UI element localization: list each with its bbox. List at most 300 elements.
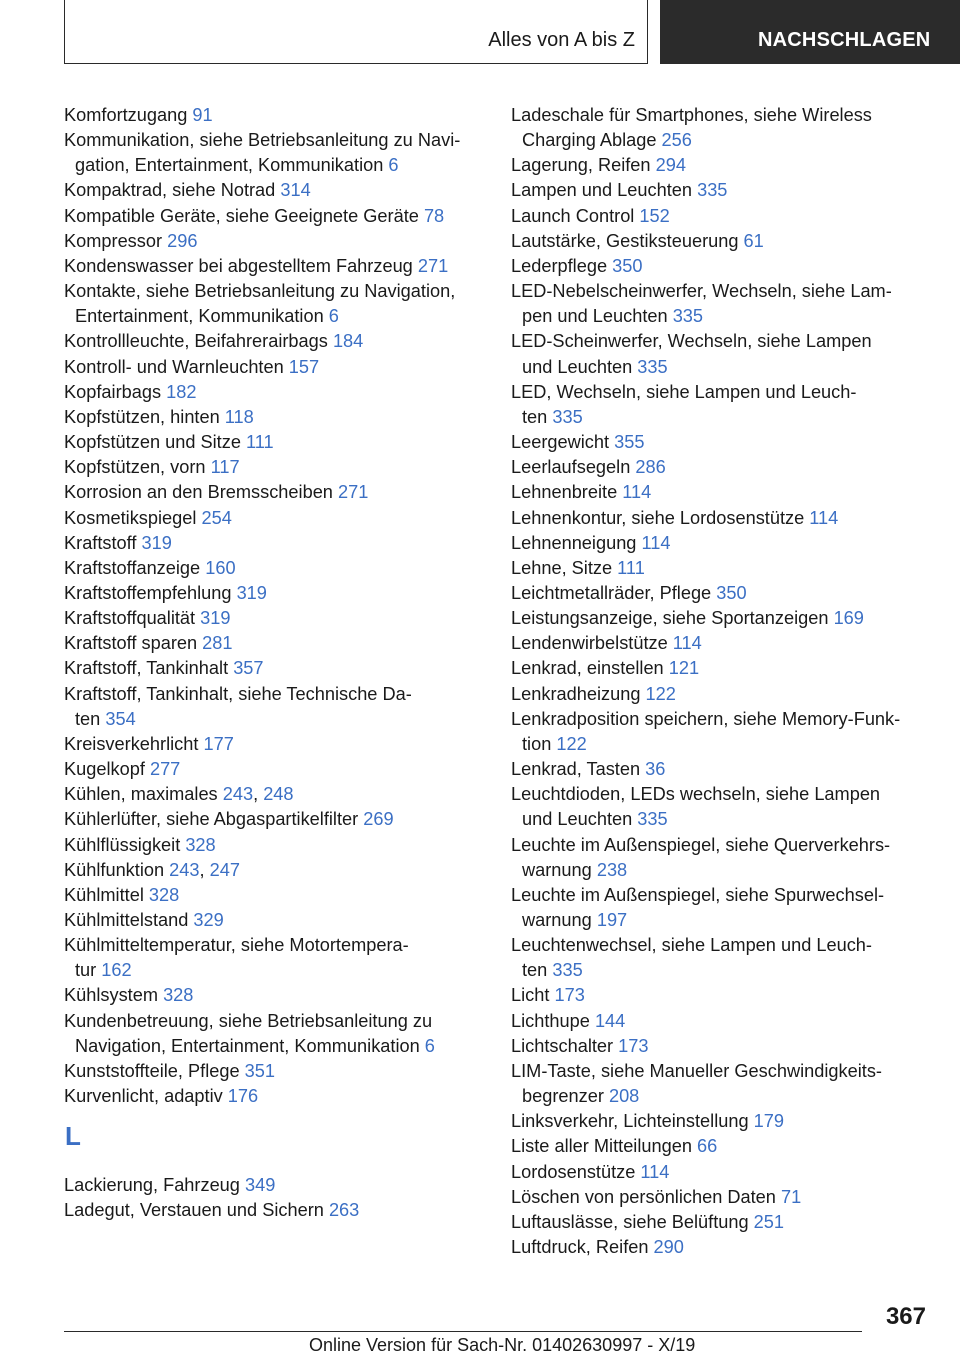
page-reference-link[interactable]: 160: [205, 557, 236, 578]
index-entry: [64, 908, 484, 933]
page-reference-link[interactable]: 281: [202, 633, 233, 654]
index-entry-text: warnung: [522, 859, 597, 880]
index-entry: [64, 329, 484, 354]
index-entry: [64, 103, 484, 128]
index-entry-line: [511, 682, 931, 707]
page-reference-link[interactable]: 319: [141, 532, 172, 553]
index-entry-line: [511, 1160, 931, 1185]
index-entry-text: Ladegut, Verstauen und Sichern: [64, 1200, 329, 1221]
index-entry-line: [64, 178, 484, 203]
index-entry-text: Lehnenbreite: [511, 482, 623, 503]
index-entry-continuation: [64, 958, 484, 983]
index-entry-text: Leuchte im Außenspiegel, siehe Spurwechsel-: [511, 884, 885, 905]
index-entry-text: Lackierung, Fahrzeug: [64, 1175, 245, 1196]
index-entry-line: [64, 782, 484, 807]
page-reference-link[interactable]: 349: [244, 1175, 276, 1196]
page-reference-link[interactable]: 294: [655, 155, 686, 176]
index-entry: [511, 229, 931, 254]
page-reference-link[interactable]: 182: [166, 381, 197, 402]
page-reference-link[interactable]: 354: [105, 708, 136, 729]
index-entry-line: [511, 983, 931, 1008]
index-entry-line: [64, 807, 484, 832]
index-entry: [64, 933, 484, 983]
index-entry-text: LIM-Taste, siehe Manueller Geschwindigkeits-: [511, 1060, 882, 1081]
index-entry-line: [511, 279, 931, 304]
index-entry-text: Linksverkehr, Lichteinstellung: [511, 1111, 754, 1132]
index-entry-line: [511, 430, 931, 455]
index-entry-line: [511, 1185, 931, 1210]
page-reference-link[interactable]: 111: [617, 557, 645, 578]
page-reference-link[interactable]: 351: [244, 1060, 275, 1081]
index-entry: [64, 1009, 484, 1059]
index-entry-text: warnung: [522, 910, 597, 930]
index-entry: [64, 279, 484, 329]
index-entry-text: Kühlmittel: [64, 884, 149, 905]
index-entry-text: Lehnenneigung: [511, 532, 642, 553]
index-entry: [64, 178, 484, 203]
index-entry: [64, 883, 484, 908]
index-entry-text: Leerlaufsegeln: [511, 457, 636, 478]
page-reference-link[interactable]: 328: [148, 884, 180, 905]
index-entry-text: und Leuchten: [522, 356, 638, 377]
index-entry-text: Lampen und Leuchten: [511, 180, 698, 201]
index-entry: [64, 983, 484, 1008]
index-column-left: [64, 103, 484, 1224]
page-reference-link[interactable]: 91: [192, 105, 213, 125]
index-entry: [511, 455, 931, 480]
index-entry-text: Kraftstoffqualität: [64, 608, 201, 629]
index-entry: [511, 178, 931, 203]
page-reference-link[interactable]: 290: [653, 1237, 684, 1258]
page-reference-link[interactable]: 122: [556, 733, 587, 754]
index-entry-line: [511, 782, 931, 807]
index-entry: [511, 254, 931, 279]
page-reference-link[interactable]: 254: [201, 507, 232, 528]
page-reference-link[interactable]: 243: [169, 859, 200, 880]
index-entry: [511, 1210, 931, 1235]
index-entry: [64, 606, 484, 631]
index-entry-text: Kühlen, maximales: [64, 784, 223, 805]
page-reference-link[interactable]: 121: [668, 658, 700, 679]
index-entry: [511, 430, 931, 455]
page-reference-link[interactable]: 251: [753, 1211, 785, 1232]
index-entry: [511, 153, 931, 178]
index-entry-line: [64, 229, 484, 254]
index-entry-line: [64, 908, 484, 933]
index-entry-text: Kreisverkehrlicht: [64, 733, 204, 754]
index-entry: [64, 1084, 484, 1109]
page-reference-link[interactable]: 71: [780, 1186, 802, 1207]
index-entry: [511, 1009, 931, 1034]
index-entry-line: [511, 1210, 931, 1235]
index-entry: [64, 430, 484, 455]
page-reference-link[interactable]: 111: [246, 432, 274, 453]
index-entry-text: Kontroll- und Warnleuchten: [64, 356, 289, 377]
page-reference-link[interactable]: 277: [149, 759, 181, 780]
page-reference-link[interactable]: 184: [332, 331, 364, 352]
index-entry-text: Kugelkopf: [64, 759, 150, 780]
page-reference-link[interactable]: 197: [596, 910, 628, 930]
index-entry-text: Kopfstützen und Sitze: [64, 432, 246, 453]
index-entry: [64, 455, 484, 480]
index-entry: [64, 1173, 484, 1198]
index-entry: [511, 1134, 931, 1159]
index-entry: [511, 556, 931, 581]
page-reference-link[interactable]: 335: [552, 960, 583, 981]
page-separator: ,: [199, 859, 210, 880]
index-entry-line: [511, 480, 931, 505]
index-entry-text: Lordosenstütze: [511, 1161, 641, 1182]
page-reference-link[interactable]: 335: [697, 180, 728, 201]
index-entry-text: Luftauslässe, siehe Belüftung: [511, 1211, 754, 1232]
index-entry-text: Kontrollleuchte, Beifahrerairbags: [64, 331, 333, 352]
page-reference-link[interactable]: 335: [637, 809, 668, 830]
index-entry-line: [64, 355, 484, 380]
index-entry-text: Kopfstützen, vorn: [64, 457, 211, 478]
index-entry-text: Liste aller Mitteilungen: [511, 1136, 698, 1157]
index-entry: [511, 329, 931, 379]
index-entry-continuation: [511, 908, 931, 933]
page-reference-link[interactable]: 357: [233, 658, 264, 679]
index-entry-text: gation, Entertainment, Kommunikation: [75, 155, 389, 176]
index-entry-line: [511, 455, 931, 480]
index-entry-line: [511, 631, 931, 656]
index-entry-text: Kraftstoff, Tankinhalt, siehe Technische Da-: [64, 683, 412, 704]
index-entry-text: Charging Ablage: [522, 130, 662, 151]
index-entry-line: [511, 1109, 931, 1134]
index-entry-text: Lenkrad, einstellen: [511, 658, 669, 679]
index-entry: [64, 380, 484, 405]
index-entry-line: [511, 254, 931, 279]
index-entry-line: [64, 606, 484, 631]
page-reference-link[interactable]: 66: [697, 1136, 718, 1157]
index-entry-line: [64, 405, 484, 430]
index-entry-line: [64, 1198, 484, 1223]
page-reference-link[interactable]: 78: [423, 205, 445, 226]
index-entry-text: Leistungsanzeige, siehe Sportanzeigen: [511, 608, 834, 629]
index-entry-continuation: [511, 405, 931, 430]
index-entry: [511, 1059, 931, 1109]
index-entry-continuation: [511, 355, 931, 380]
index-entry-text: Lehne, Sitze: [511, 557, 618, 578]
index-entry-text: Kühlsystem: [64, 985, 164, 1006]
index-entry-text: Lenkrad, Tasten: [511, 759, 646, 780]
index-entry-line: [64, 455, 484, 480]
index-entry-line: [511, 1009, 931, 1034]
index-entry-line: [511, 380, 931, 405]
index-entry: [511, 1034, 931, 1059]
index-entry: [511, 682, 931, 707]
page-reference-link[interactable]: 335: [637, 356, 668, 377]
index-entry-text: ten: [522, 406, 553, 427]
index-entry-line: [64, 682, 484, 707]
index-entry: [64, 128, 484, 178]
page-reference-link[interactable]: 36: [645, 759, 666, 780]
index-entry-line: [511, 707, 931, 732]
index-entry-line: [64, 128, 484, 153]
index-entry: [511, 1109, 931, 1134]
index-entry-text: pen und Leuchten: [522, 306, 673, 327]
index-entry-text: Lichtschalter: [511, 1035, 619, 1056]
index-entry-text: Kühlmitteltemperatur, siehe Motortempera-: [64, 935, 409, 956]
page-reference-link[interactable]: 173: [618, 1035, 649, 1056]
index-entry-line: [64, 480, 484, 505]
index-entry-text: Navigation, Entertainment, Kommunikation: [75, 1035, 425, 1056]
index-entry-text: Kontakte, siehe Betriebsanleitung zu Navigation,: [64, 281, 456, 302]
index-entry-continuation: [511, 958, 931, 983]
index-entry-text: Lendenwirbelstütze: [511, 633, 673, 654]
index-entry: [511, 506, 931, 531]
index-entry-text: Lederpflege: [511, 255, 613, 276]
index-entry: [64, 858, 484, 883]
page-reference-link[interactable]: 6: [424, 1035, 435, 1056]
page-reference-link[interactable]: 296: [167, 230, 198, 251]
page-reference-link[interactable]: 176: [227, 1086, 259, 1107]
page-reference-link[interactable]: 114: [641, 532, 671, 553]
index-entry: [64, 682, 484, 732]
index-entry-continuation: [64, 707, 484, 732]
index-entry-line: [64, 531, 484, 556]
index-entry: [511, 933, 931, 983]
index-entry-text: Kondenswasser bei abgestelltem Fahrzeug: [64, 255, 418, 276]
index-entry: [64, 229, 484, 254]
index-entry-line: [511, 506, 931, 531]
index-entry-line: [64, 1084, 484, 1109]
index-entry: [64, 1198, 484, 1223]
index-entry-text: Kopfairbags: [64, 381, 167, 402]
index-entry-text: LED, Wechseln, siehe Lampen und Leuch-: [511, 381, 857, 402]
index-entry-line: [511, 656, 931, 681]
page-reference-link[interactable]: 122: [645, 683, 676, 704]
index-entry-line: [64, 380, 484, 405]
page-reference-link[interactable]: 335: [672, 306, 704, 327]
index-entry: [511, 883, 931, 933]
page-reference-link[interactable]: 247: [209, 859, 240, 880]
index-entry-line: [511, 606, 931, 631]
page-reference-link[interactable]: 328: [163, 985, 194, 1006]
index-entry: [64, 556, 484, 581]
index-entry-text: Kundenbetreuung, siehe Betriebsanleitung zu: [64, 1010, 433, 1031]
page-reference-link[interactable]: 117: [210, 457, 240, 478]
index-entry: [511, 1235, 931, 1260]
index-entry-line: [64, 254, 484, 279]
index-entry-text: Lehnenkontur, siehe Lordosenstütze: [511, 507, 810, 528]
index-entry-line: [64, 883, 484, 908]
page-reference-link[interactable]: 114: [672, 633, 702, 654]
index-entry-text: Kraftstoffempfehlung: [64, 582, 237, 603]
index-entry-line: [64, 631, 484, 656]
index-entry-text: Kompressor: [64, 230, 168, 251]
index-entry: [64, 1059, 484, 1084]
index-entry: [64, 480, 484, 505]
index-entry-line: [64, 1059, 484, 1084]
index-entry-continuation: [511, 304, 931, 329]
index-entry-line: [64, 581, 484, 606]
page-reference-link[interactable]: 162: [101, 960, 132, 981]
index-entry-text: Kraftstoff: [64, 532, 142, 553]
index-column-right: [511, 103, 931, 1260]
page-reference-link[interactable]: 114: [622, 482, 652, 503]
page-reference-link[interactable]: 350: [612, 255, 643, 276]
index-entries-l-continued: [511, 103, 931, 1260]
index-entry-text: Kosmetikspiegel: [64, 507, 202, 528]
page-reference-link[interactable]: 157: [288, 356, 320, 377]
index-entry: [511, 707, 931, 757]
index-entry-text: Licht: [511, 985, 555, 1006]
index-entry-line: [64, 430, 484, 455]
index-entry-line: [511, 178, 931, 203]
page-reference-link[interactable]: 6: [388, 155, 399, 176]
index-entry-text: Kraftstoffanzeige: [64, 557, 206, 578]
index-entry-text: Kompaktrad, siehe Notrad: [64, 180, 281, 201]
index-entry: [511, 656, 931, 681]
page-reference-link[interactable]: 269: [363, 809, 394, 830]
index-entry: [511, 1185, 931, 1210]
index-entry-continuation: [64, 153, 484, 178]
index-entry-text: Lautstärke, Gestiksteuerung: [511, 230, 744, 251]
page-reference-link[interactable]: 177: [203, 733, 234, 754]
index-entry-text: Lagerung, Reifen: [511, 155, 656, 176]
page-reference-link[interactable]: 271: [337, 482, 369, 503]
page-reference-link[interactable]: 335: [552, 406, 583, 427]
page-reference-link[interactable]: 173: [554, 985, 585, 1006]
index-entry-text: begrenzer: [522, 1086, 609, 1107]
index-entry-text: Kühlfunktion: [64, 859, 170, 880]
index-entry: [511, 480, 931, 505]
index-entry-line: [511, 531, 931, 556]
index-entry-text: Leuchtdioden, LEDs wechseln, siehe Lampen: [511, 784, 881, 805]
page-reference-link[interactable]: 263: [328, 1200, 360, 1221]
index-entry-text: LED-Scheinwerfer, Wechseln, siehe Lampen: [511, 331, 872, 352]
page-reference-link[interactable]: 286: [635, 457, 666, 478]
index-entry-continuation: [511, 858, 931, 883]
index-entry: [64, 355, 484, 380]
index-entry-text: Kommunikation, siehe Betriebsanleitung zu Navi-: [64, 130, 461, 151]
footer-version-text: Online Version für Sach-Nr. 01402630997 - X/19: [309, 1335, 696, 1355]
section-letter-heading: L: [65, 1121, 81, 1152]
index-entry: [511, 833, 931, 883]
index-entry-line: [64, 506, 484, 531]
index-entry-line: [511, 556, 931, 581]
index-entry-continuation: [64, 1034, 484, 1059]
page-reference-link[interactable]: 152: [639, 205, 670, 226]
page-reference-link[interactable]: 144: [594, 1010, 626, 1031]
index-entry: [511, 782, 931, 832]
index-entry: [64, 732, 484, 757]
page-reference-link[interactable]: 256: [661, 130, 692, 151]
index-entry-line: [511, 153, 931, 178]
index-entry-text: Kopfstützen, hinten: [64, 406, 225, 427]
index-entry-line: [64, 329, 484, 354]
index-entry-text: Leichtmetallräder, Pflege: [511, 582, 717, 603]
index-entry-text: Kraftstoff, Tankinhalt: [64, 658, 234, 679]
index-entry-line: [64, 933, 484, 958]
index-entry: [511, 531, 931, 556]
page-reference-link[interactable]: 329: [193, 910, 224, 930]
index-entry: [64, 631, 484, 656]
index-entry-line: [64, 279, 484, 304]
page-reference-link[interactable]: 208: [608, 1086, 640, 1107]
index-entry-line: [511, 1235, 931, 1260]
index-entry: [64, 757, 484, 782]
index-entry-continuation: [511, 732, 931, 757]
page-reference-link[interactable]: 319: [200, 608, 231, 629]
index-entry-line: [511, 833, 931, 858]
page-reference-link[interactable]: 169: [833, 608, 864, 629]
index-entry-line: [511, 1034, 931, 1059]
page-reference-link[interactable]: 114: [640, 1161, 670, 1182]
chapter-tab-label: NACHSCHLAGEN: [758, 29, 931, 51]
page-reference-link[interactable]: 114: [809, 507, 839, 528]
page-reference-link[interactable]: 118: [224, 406, 254, 427]
index-entry: [511, 279, 931, 329]
index-entry: [511, 757, 931, 782]
page-reference-link[interactable]: 243: [222, 784, 254, 805]
index-entry-text: Löschen von persönlichen Daten: [511, 1186, 781, 1207]
index-entry-text: Kühlerlüfter, siehe Abgaspartikelfilter: [64, 809, 364, 830]
chapter-tab[interactable]: [660, 0, 960, 64]
index-entry: [64, 807, 484, 832]
page-reference-link[interactable]: 319: [236, 582, 267, 603]
index-entry-line: [511, 581, 931, 606]
page-reference-link[interactable]: 350: [716, 582, 747, 603]
page-number: 367: [885, 1303, 926, 1330]
page-reference-link[interactable]: 179: [753, 1111, 784, 1132]
index-entry-line: [511, 204, 931, 229]
page-reference-link[interactable]: 61: [743, 230, 764, 251]
index-entry-line: [64, 656, 484, 681]
index-entry-line: [511, 933, 931, 958]
index-entry-line: [64, 1173, 484, 1198]
index-entries-k: [64, 103, 484, 1109]
index-entry-text: Leergewicht: [511, 432, 615, 453]
page-separator: ,: [253, 784, 264, 805]
index-entry-text: ten: [522, 960, 553, 981]
index-entry-text: Kraftstoff sparen: [64, 633, 203, 654]
index-entry: [64, 656, 484, 681]
index-entry: [511, 1160, 931, 1185]
index-entry-text: Kurvenlicht, adaptiv: [64, 1086, 228, 1107]
page-reference-link[interactable]: 271: [417, 255, 449, 276]
page-reference-link[interactable]: 248: [263, 784, 294, 805]
page-reference-link[interactable]: 6: [328, 306, 339, 327]
page-reference-link[interactable]: 355: [614, 432, 645, 453]
index-entry: [511, 380, 931, 430]
index-entry: [511, 631, 931, 656]
index-entry: [511, 581, 931, 606]
index-entry-text: Leuchte im Außenspiegel, siehe Querverkehrs-: [511, 834, 891, 855]
index-entry-text: Kühlmittelstand: [64, 910, 194, 930]
index-entry-continuation: [511, 1084, 931, 1109]
page-reference-link[interactable]: 328: [185, 834, 216, 855]
index-entry-line: [64, 858, 484, 883]
index-entry-line: [511, 1059, 931, 1084]
index-entry: [511, 103, 931, 153]
index-entry-line: [511, 329, 931, 354]
page-reference-link[interactable]: 314: [280, 180, 311, 201]
index-entry-text: Korrosion an den Bremsscheiben: [64, 482, 338, 503]
index-entry-text: Kunststoffteile, Pflege: [64, 1060, 245, 1081]
index-entry-text: Lenkradheizung: [511, 683, 646, 704]
index-entry-text: Ladeschale für Smartphones, siehe Wireless: [511, 105, 872, 125]
index-entry-text: Kompatible Geräte, siehe Geeignete Geräte: [64, 205, 424, 226]
index-entry-text: und Leuchten: [522, 809, 638, 830]
index-entry-line: [64, 1009, 484, 1034]
page-reference-link[interactable]: 238: [596, 859, 628, 880]
index-entry-text: Lichthupe: [511, 1010, 595, 1031]
index-entry-text: LED-Nebelscheinwerfer, Wechseln, siehe Lam-: [511, 281, 892, 302]
index-entry: [511, 606, 931, 631]
